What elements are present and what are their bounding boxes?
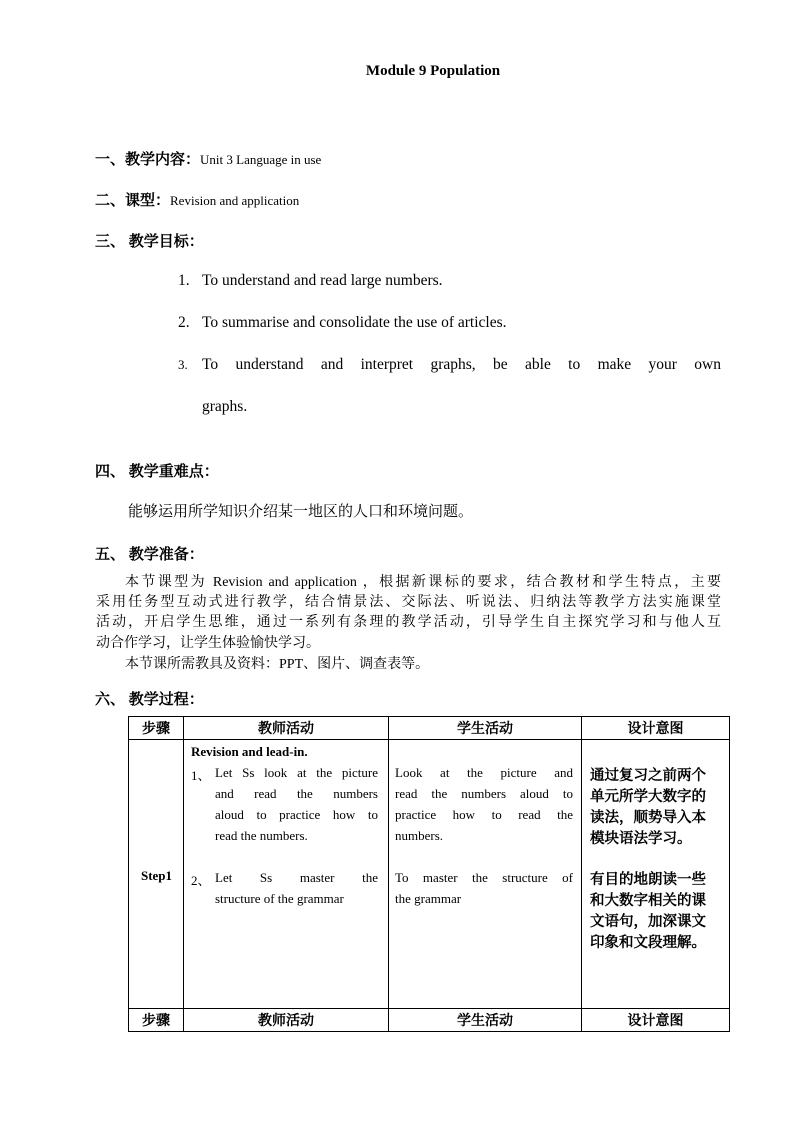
student-line: the grammar	[395, 891, 462, 906]
student-line: practice how to read the	[395, 807, 573, 822]
table-header-row	[129, 717, 730, 740]
section-objectives-heading	[95, 230, 204, 251]
intent-line: 文语句，加深课文	[590, 914, 706, 930]
key-points-text: 能够运用所学知识介绍某一地区的人口和环境问题。	[128, 502, 474, 520]
process-heading-text: 六、 教学过程：	[95, 692, 204, 708]
student-activity-cell	[389, 740, 582, 1009]
teacher-item-line: structure of the grammar	[215, 891, 344, 906]
objective-text: To summarise and consolidate the use of articles.	[202, 314, 507, 331]
student-line: Look at the picture and	[395, 765, 573, 780]
teacher-item-line: Let Ss master the	[215, 870, 378, 885]
objective-item	[178, 314, 507, 332]
objective-number: 1.	[178, 272, 190, 289]
section-type-value: Revision and application	[170, 193, 300, 208]
intent-line: 印象和文段理解。	[590, 935, 706, 951]
objectives-heading-text: 三、 教学目标：	[95, 234, 204, 250]
objective-item	[178, 356, 202, 374]
header-design-intent: 设计意图	[582, 1009, 730, 1032]
section-content-heading: 一、教学内容：	[95, 152, 201, 168]
objective-text-line: To understand and interpret graphs, be able to make your own	[202, 356, 721, 373]
intent-line: 模块语法学习。	[590, 831, 692, 847]
header-student-activity: 学生活动	[389, 1009, 582, 1032]
header-teacher-activity: 教师活动	[184, 1009, 389, 1032]
objective-number: 3.	[178, 357, 188, 372]
student-line: To master the structure of	[395, 870, 573, 885]
teacher-item-line: Let Ss look at the picture	[215, 765, 378, 780]
header-step: 步骤	[129, 717, 184, 740]
preparation-line: 采用任务型互动式进行教学，结合情景法、交际法、听说法、归纳法等教学方法实施课堂	[96, 595, 721, 610]
table-header-row-repeat	[129, 1009, 730, 1032]
design-intent-cell	[582, 740, 730, 1009]
section-preparation-heading	[95, 543, 204, 564]
intent-line: 和大数字相关的课	[590, 893, 706, 909]
section-type-heading: 二、课型：	[95, 193, 171, 209]
objective-text: To understand and read large numbers.	[202, 272, 443, 289]
teaching-process-table	[128, 716, 730, 1032]
step-label: Step1	[140, 868, 173, 883]
teacher-item-number: 1、	[191, 768, 211, 783]
key-points-heading-text: 四、 教学重难点：	[95, 464, 219, 480]
intent-line: 通过复习之前两个	[590, 768, 706, 784]
document-title: Module 9 Population	[365, 63, 501, 79]
teacher-item-line: read the numbers.	[215, 828, 308, 843]
preparation-line: 本节课所需教具及资料：PPT、图片、调查表等。	[125, 657, 430, 672]
student-line: read the numbers aloud to	[395, 786, 573, 801]
header-design-intent: 设计意图	[582, 717, 730, 740]
objective-text-line: graphs.	[202, 398, 248, 415]
intent-line: 读法，顺势导入本	[590, 810, 706, 826]
student-line: numbers.	[395, 828, 444, 843]
teacher-item-number: 2、	[191, 873, 211, 888]
teacher-activity-heading: Revision and lead-in.	[191, 744, 308, 759]
section-content	[95, 148, 321, 169]
intent-line: 有目的地朗读一些	[590, 872, 706, 888]
teacher-item-line: aloud to practice how to	[215, 807, 378, 822]
teacher-item-line: and read the numbers	[215, 786, 378, 801]
header-student-activity: 学生活动	[389, 717, 582, 740]
preparation-line: 动合作学习，让学生体验愉快学习。	[96, 636, 320, 651]
intent-line: 单元所学大数字的	[590, 789, 706, 805]
step-cell	[129, 740, 184, 1009]
teacher-activity-cell	[184, 740, 389, 1009]
objective-item	[178, 272, 443, 290]
preparation-heading-text: 五、 教学准备：	[95, 547, 204, 563]
table-row	[129, 740, 730, 1009]
preparation-line: 活动，开启学生思维，通过一系列有条理的教学活动，引导学生自主探究学习和与他人互	[96, 615, 721, 630]
section-content-value: Unit 3 Language in use	[200, 152, 322, 167]
preparation-line: 本节课型为 Revision and application ，根据新课标的要求，结合教材和学生特点，主要	[125, 575, 721, 590]
header-step: 步骤	[129, 1009, 184, 1032]
section-type	[95, 189, 299, 210]
objective-number: 2.	[178, 314, 190, 331]
section-process-heading	[95, 688, 204, 709]
header-teacher-activity: 教师活动	[184, 717, 389, 740]
section-key-points-heading	[95, 460, 219, 481]
